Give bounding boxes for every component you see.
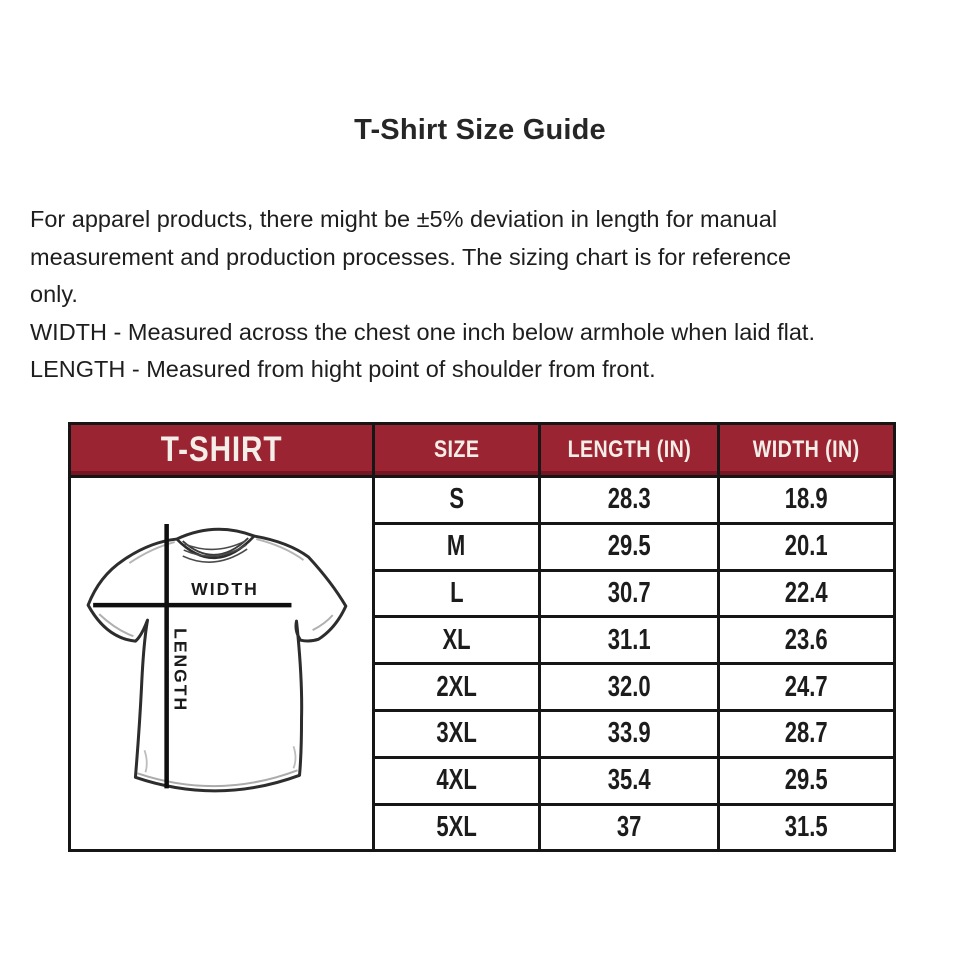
width-cell: 20.1 [719,523,895,570]
header-cell-product [70,424,374,477]
size-cell: 5XL [374,804,540,851]
column-label-length: LENGTH (IN) [567,436,691,463]
intro-line: only. [30,281,78,308]
size-cell: 3XL [374,710,540,757]
size-cell: S [374,477,540,524]
length-definition: LENGTH - Measured from hight point of shoulder from front. [30,356,656,383]
length-cell: 35.4 [540,757,719,804]
intro-line: measurement and production processes. The sizing chart is for reference [30,243,792,270]
width-cell: 31.5 [719,804,895,851]
column-label-width: WIDTH (IN) [753,436,860,463]
width-cell: 24.7 [719,664,895,711]
length-label: LENGTH [170,628,191,713]
size-table-body [70,477,895,851]
width-cell: 23.6 [719,617,895,664]
size-cell: 4XL [374,757,540,804]
tshirt-diagram-cell [70,477,374,851]
tshirt-illustration [71,478,372,849]
table-row [70,477,895,524]
tshirt-outline [88,529,346,791]
length-cell: 31.1 [540,617,719,664]
size-cell: XL [374,617,540,664]
width-cell: 22.4 [719,570,895,617]
length-cell: 30.7 [540,570,719,617]
header-cell-size [374,424,540,477]
width-definition: WIDTH - Measured across the chest one inch below armhole when laid flat. [30,318,815,345]
page-title: T-Shirt Size Guide [354,114,606,146]
length-cell: 28.3 [540,477,719,524]
header-cell-length [540,424,719,477]
size-table-header [70,424,895,477]
size-cell: L [374,570,540,617]
intro-text [30,201,940,389]
width-cell: 18.9 [719,477,895,524]
size-cell: M [374,523,540,570]
length-cell: 33.9 [540,710,719,757]
width-label: WIDTH [191,579,259,600]
length-cell: 37 [540,804,719,851]
header-row [70,424,895,477]
product-label: T-SHIRT [160,430,283,469]
width-cell: 28.7 [719,710,895,757]
size-cell: 2XL [374,664,540,711]
header-cell-width [719,424,895,477]
width-cell: 29.5 [719,757,895,804]
size-table [68,422,896,852]
column-label-size: SIZE [433,436,480,463]
length-cell: 29.5 [540,523,719,570]
length-cell: 32.0 [540,664,719,711]
intro-line: For apparel products, there might be ±5% deviation in length for manual [30,206,778,232]
